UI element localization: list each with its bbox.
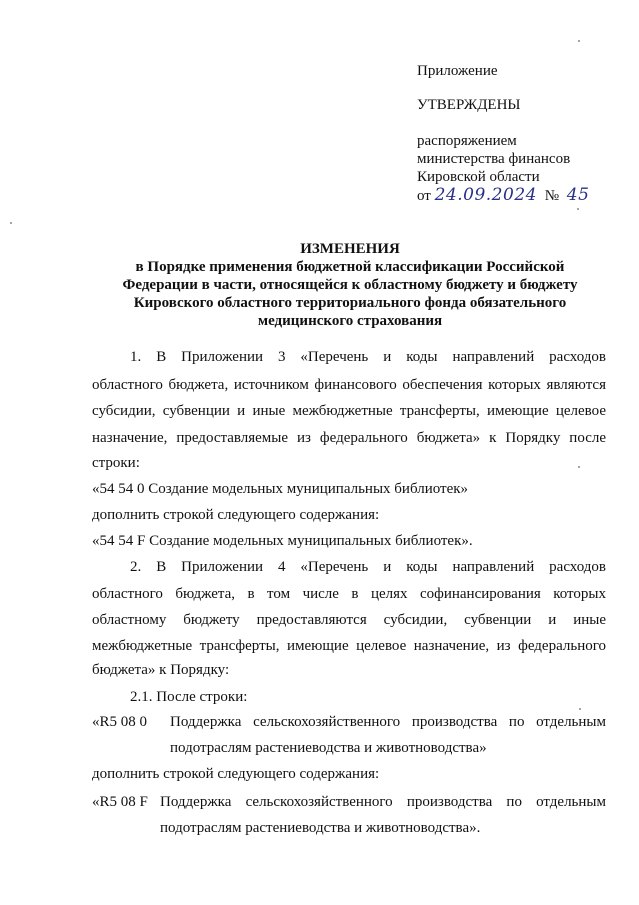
subsection-2-1: 2.1. После строки:: [130, 689, 248, 705]
handwritten-date: 24.09.2024: [434, 185, 537, 205]
p2-line-3: областному бюджету предоставляются субсидии, субвенции и иные: [92, 612, 606, 628]
code-r5-08-f: «R5 08 F: [92, 794, 148, 810]
scan-speck: [577, 208, 579, 210]
p1-line-4: назначение, предоставляемые из федерального бюджета» к Порядку после: [92, 430, 606, 446]
r2-desc-line-1: Поддержка сельскохозяйственного производства по отдельным: [160, 794, 606, 810]
p1-line-2: областного бюджета, источником финансового обеспечения которых являются: [92, 377, 606, 393]
appendix-label: Приложение: [417, 63, 498, 79]
approved-label: УТВЕРЖДЕНЫ: [417, 97, 521, 113]
p2-line-1: 2. В Приложении 4 «Перечень и коды направлений расходов: [130, 559, 606, 575]
title-line-3: Кировского областного территориального фонда обязательного: [133, 295, 567, 311]
scan-speck: [578, 40, 580, 42]
r1-desc-line-2: подотраслям растениеводства и животноводства»: [170, 740, 487, 756]
p1-line-1: 1. В Приложении 3 «Перечень и коды направлений расходов: [130, 349, 606, 365]
date-prefix: от: [417, 188, 431, 204]
r2-desc-line-2: подотраслям растениеводства и животноводства».: [160, 820, 481, 836]
scan-speck: [578, 466, 580, 468]
order-line-1: распоряжением: [417, 133, 517, 149]
number-sign: №: [544, 188, 560, 204]
r1-desc-line-1: Поддержка сельскохозяйственного производства по отдельным: [170, 714, 606, 730]
p2-line-5: бюджета» к Порядку:: [92, 662, 230, 678]
p2-line-4: межбюджетные трансферты, имеющие целевое назначение, из федерального: [92, 638, 606, 654]
title-line-1: в Порядке применения бюджетной классификации Российской: [135, 259, 565, 275]
code-line-old: «54 54 0 Создание модельных муниципальных библиотек»: [92, 481, 469, 497]
p1-line-3: субсидии, субвенции и иные межбюджетные трансферты, имеющие целевое: [92, 403, 606, 419]
document-title: ИЗМЕНЕНИЯ: [300, 241, 400, 257]
title-line-4: медицинского страхования: [257, 313, 443, 329]
code-line-new: «54 54 F Создание модельных муниципальных библиотек».: [92, 533, 473, 549]
code-r5-08-0: «R5 08 0: [92, 714, 148, 730]
title-line-2: Федерации в части, относящейся к областному бюджету и бюджету: [122, 277, 578, 293]
scan-speck: [579, 708, 581, 710]
handwritten-number: 45: [566, 185, 590, 205]
order-line-3: Кировской области: [417, 169, 540, 185]
p2-line-2: областного бюджета, в том числе в целях софинансирования которых: [92, 586, 606, 602]
add-line-1: дополнить строкой следующего содержания:: [92, 507, 380, 523]
date-number-line: [417, 186, 589, 205]
order-line-2: министерства финансов: [417, 151, 571, 167]
p1-line-5: строки:: [92, 455, 140, 471]
add-line-2: дополнить строкой следующего содержания:: [92, 766, 380, 782]
scan-speck: [10, 222, 12, 224]
